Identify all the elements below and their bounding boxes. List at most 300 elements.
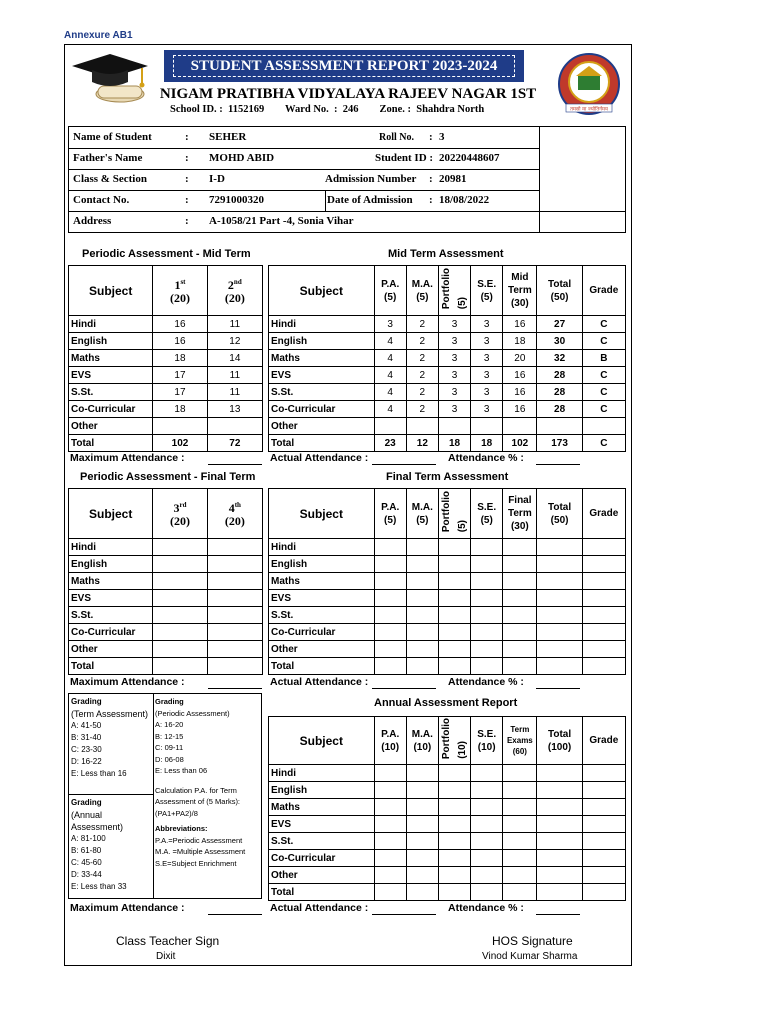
empty-cell bbox=[471, 641, 503, 658]
grade-header: Grade bbox=[582, 489, 625, 539]
empty-cell bbox=[207, 539, 262, 556]
term-header: Final Term (30) bbox=[503, 489, 537, 539]
empty-cell bbox=[503, 850, 537, 867]
legend-line: B: 12-15 bbox=[155, 731, 184, 741]
subject-header: Subject bbox=[269, 489, 375, 539]
subject-cell: English bbox=[69, 556, 153, 573]
class-teacher-name: Dixit bbox=[156, 951, 176, 962]
table-row bbox=[69, 350, 263, 367]
empty-cell bbox=[537, 573, 582, 590]
score-cell: 102 bbox=[153, 435, 207, 452]
subject-cell: Co-Curricular bbox=[269, 850, 375, 867]
empty-cell bbox=[582, 556, 625, 573]
subject-cell: S.St. bbox=[269, 384, 375, 401]
roll-label: Roll No. bbox=[379, 132, 414, 143]
score-cell: 11 bbox=[207, 384, 262, 401]
class-section: I-D bbox=[209, 173, 225, 185]
legend-line: C: 45-60 bbox=[71, 858, 102, 867]
empty-cell bbox=[537, 658, 582, 675]
subject-cell: S.St. bbox=[269, 607, 375, 624]
subject-cell: Other bbox=[69, 641, 153, 658]
table-row bbox=[269, 367, 626, 384]
term-cell bbox=[503, 418, 537, 435]
legend-line: M.A. =Multiple Assessment bbox=[155, 847, 246, 856]
empty-cell bbox=[503, 624, 537, 641]
empty-cell bbox=[537, 641, 582, 658]
empty-cell bbox=[471, 884, 503, 901]
table-row bbox=[269, 333, 626, 350]
empty-cell bbox=[153, 607, 207, 624]
student-name: SEHER bbox=[209, 131, 247, 143]
pa-cell bbox=[374, 418, 406, 435]
empty-cell bbox=[406, 884, 438, 901]
hos-name: Vinod Kumar Sharma bbox=[482, 951, 578, 962]
legend-line: C: 09-11 bbox=[155, 743, 184, 752]
empty-cell bbox=[582, 607, 625, 624]
empty-cell bbox=[438, 573, 470, 590]
pa-cell: 4 bbox=[374, 384, 406, 401]
empty-cell bbox=[438, 850, 470, 867]
table-row bbox=[269, 799, 626, 816]
empty-cell bbox=[153, 556, 207, 573]
legend-line: S.E=Subject Enrichment bbox=[155, 858, 237, 868]
table-row bbox=[69, 641, 263, 658]
pa-header: P.A. (5) bbox=[374, 266, 406, 316]
periodic-final-title: Periodic Assessment - Final Term bbox=[80, 471, 256, 483]
empty-cell bbox=[374, 590, 406, 607]
subject-cell: Other bbox=[269, 641, 375, 658]
empty-cell bbox=[582, 573, 625, 590]
subject-cell: Hindi bbox=[69, 316, 153, 333]
grade-cell: C bbox=[582, 401, 625, 418]
graduation-cap-icon bbox=[68, 50, 152, 104]
total-header: Total (50) bbox=[537, 489, 582, 539]
max-attendance-label-annual: Maximum Attendance : bbox=[70, 902, 185, 914]
table-row bbox=[269, 418, 626, 435]
score-cell: 16 bbox=[153, 316, 207, 333]
term-cell: 16 bbox=[503, 367, 537, 384]
se-cell: 3 bbox=[471, 350, 503, 367]
empty-cell bbox=[438, 833, 470, 850]
empty-cell bbox=[406, 607, 438, 624]
empty-cell bbox=[374, 867, 406, 884]
pa-cell: 4 bbox=[374, 350, 406, 367]
subject-cell: Co-Curricular bbox=[269, 401, 375, 418]
empty-cell bbox=[537, 850, 582, 867]
legend-line: E: Less than 16 bbox=[71, 769, 127, 778]
empty-cell bbox=[537, 884, 582, 901]
se-cell: 3 bbox=[471, 367, 503, 384]
table-row bbox=[69, 384, 263, 401]
pa-cell: 23 bbox=[374, 435, 406, 452]
legend-line: B: 61-80 bbox=[71, 846, 102, 855]
empty-cell bbox=[503, 799, 537, 816]
grade-cell: C bbox=[582, 384, 625, 401]
score-cell: 17 bbox=[153, 384, 207, 401]
annual-table bbox=[268, 716, 626, 901]
empty-cell bbox=[503, 782, 537, 799]
term-grading-title: Grading bbox=[71, 697, 102, 706]
empty-cell bbox=[374, 658, 406, 675]
empty-cell bbox=[537, 799, 582, 816]
score-cell: 11 bbox=[207, 367, 262, 384]
table-row bbox=[269, 350, 626, 367]
pa2-header: 2nd (20) bbox=[207, 266, 262, 316]
table-row bbox=[69, 658, 263, 675]
abbreviations-title: Abbreviations: bbox=[155, 824, 208, 833]
ma-cell: 2 bbox=[406, 401, 438, 418]
empty-cell bbox=[537, 607, 582, 624]
empty-cell bbox=[503, 816, 537, 833]
empty-cell bbox=[438, 624, 470, 641]
class-teacher-sign-label: Class Teacher Sign bbox=[116, 934, 220, 948]
grade-cell: C bbox=[582, 333, 625, 350]
subject-cell: Total bbox=[69, 658, 153, 675]
report-title: STUDENT ASSESSMENT REPORT 2023-2024 bbox=[173, 55, 515, 77]
ma-header: M.A. (10) bbox=[406, 717, 438, 765]
pf-cell: 3 bbox=[438, 367, 470, 384]
father-name: MOHD ABID bbox=[209, 152, 275, 164]
address: A-1058/21 Part -4, Sonia Vihar bbox=[209, 215, 354, 227]
empty-cell bbox=[438, 816, 470, 833]
subject-cell: English bbox=[269, 782, 375, 799]
table-row bbox=[69, 590, 263, 607]
term-cell: 102 bbox=[503, 435, 537, 452]
empty-cell bbox=[406, 556, 438, 573]
admission-date-label: Date of Admission bbox=[327, 194, 413, 206]
score-cell bbox=[153, 418, 207, 435]
subject-header: Subject bbox=[69, 489, 153, 539]
empty-cell bbox=[153, 573, 207, 590]
table-row bbox=[269, 765, 626, 782]
admission-number: 20981 bbox=[439, 173, 467, 185]
table-row bbox=[69, 367, 263, 384]
portfolio-header: Portfolio (5) bbox=[438, 489, 470, 539]
subject-cell: English bbox=[269, 333, 375, 350]
table-row bbox=[269, 850, 626, 867]
empty-cell bbox=[582, 658, 625, 675]
actual-attendance-label-annual: Actual Attendance : bbox=[270, 902, 369, 914]
final-term-title: Final Term Assessment bbox=[386, 471, 509, 483]
annual-grading-title: Grading bbox=[71, 798, 102, 807]
empty-cell bbox=[582, 782, 625, 799]
empty-cell bbox=[374, 884, 406, 901]
empty-cell bbox=[374, 816, 406, 833]
table-row bbox=[69, 401, 263, 418]
max-attendance-label-final: Maximum Attendance : bbox=[70, 676, 185, 688]
attendance-pct-label-mid: Attendance % : bbox=[448, 452, 524, 464]
empty-cell bbox=[537, 624, 582, 641]
empty-cell bbox=[471, 765, 503, 782]
class-label: Class & Section bbox=[73, 173, 147, 185]
subject-cell: Co-Curricular bbox=[69, 624, 153, 641]
grade-cell: C bbox=[582, 435, 625, 452]
attendance-pct-label-final: Attendance % : bbox=[448, 676, 524, 688]
score-cell: 18 bbox=[153, 401, 207, 418]
empty-cell bbox=[374, 641, 406, 658]
empty-cell bbox=[153, 539, 207, 556]
empty-cell bbox=[153, 641, 207, 658]
subject-header: Subject bbox=[69, 266, 153, 316]
empty-cell bbox=[438, 641, 470, 658]
empty-cell bbox=[406, 765, 438, 782]
empty-cell bbox=[582, 816, 625, 833]
grade-cell bbox=[582, 418, 625, 435]
legend-line: Calculation P.A. for Term bbox=[155, 785, 237, 795]
empty-cell bbox=[582, 641, 625, 658]
pa1-header: 1st (20) bbox=[153, 266, 207, 316]
portfolio-header: Portfolio (5) bbox=[438, 266, 470, 316]
empty-cell bbox=[153, 658, 207, 675]
total-cell: 28 bbox=[537, 367, 582, 384]
empty-cell bbox=[537, 867, 582, 884]
empty-cell bbox=[503, 556, 537, 573]
pf-cell: 3 bbox=[438, 401, 470, 418]
subject-cell: EVS bbox=[69, 367, 153, 384]
subject-cell: Total bbox=[269, 884, 375, 901]
empty-cell bbox=[207, 658, 262, 675]
empty-cell bbox=[406, 799, 438, 816]
score-cell: 13 bbox=[207, 401, 262, 418]
empty-cell bbox=[471, 850, 503, 867]
portfolio-header: Portfolio (10) bbox=[438, 717, 470, 765]
empty-cell bbox=[503, 765, 537, 782]
empty-cell bbox=[503, 833, 537, 850]
subject-cell: S.St. bbox=[269, 833, 375, 850]
mid-term-title: Mid Term Assessment bbox=[388, 248, 504, 260]
subject-cell: Hindi bbox=[269, 765, 375, 782]
table-row bbox=[69, 624, 263, 641]
empty-cell bbox=[438, 607, 470, 624]
empty-cell bbox=[207, 641, 262, 658]
pf-cell: 3 bbox=[438, 316, 470, 333]
empty-cell bbox=[374, 799, 406, 816]
total-cell: 27 bbox=[537, 316, 582, 333]
hos-sign-label: HOS Signature bbox=[492, 934, 573, 948]
empty-cell bbox=[471, 607, 503, 624]
subject-cell: EVS bbox=[69, 590, 153, 607]
se-header: S.E. (5) bbox=[471, 489, 503, 539]
subject-cell: Co-Curricular bbox=[69, 401, 153, 418]
empty-cell bbox=[471, 539, 503, 556]
empty-cell bbox=[471, 658, 503, 675]
legend-line: E: Less than 06 bbox=[155, 766, 208, 775]
ma-cell bbox=[406, 418, 438, 435]
table-row bbox=[69, 573, 263, 590]
pa-cell: 4 bbox=[374, 401, 406, 418]
legend-line: (PA1+PA2)/8 bbox=[155, 808, 198, 818]
total-header: Total (50) bbox=[537, 266, 582, 316]
table-row bbox=[269, 867, 626, 884]
empty-cell bbox=[503, 867, 537, 884]
empty-cell bbox=[582, 850, 625, 867]
roll-number: 3 bbox=[439, 131, 445, 143]
subject-cell: S.St. bbox=[69, 384, 153, 401]
empty-cell bbox=[438, 867, 470, 884]
subject-cell: EVS bbox=[269, 590, 375, 607]
subject-cell: Maths bbox=[269, 573, 375, 590]
subject-cell: Maths bbox=[269, 799, 375, 816]
table-row bbox=[269, 833, 626, 850]
subject-cell: Hindi bbox=[69, 539, 153, 556]
term-cell: 16 bbox=[503, 401, 537, 418]
table-row bbox=[269, 316, 626, 333]
score-cell: 18 bbox=[153, 350, 207, 367]
empty-cell bbox=[153, 624, 207, 641]
emblem-motto: तमसो मा ज्योतिर्गमय bbox=[570, 106, 608, 113]
subject-cell: Total bbox=[269, 435, 375, 452]
pf-cell: 3 bbox=[438, 333, 470, 350]
final-term-table bbox=[268, 488, 626, 675]
empty-cell bbox=[406, 850, 438, 867]
subject-cell: Maths bbox=[69, 350, 153, 367]
legend-line: A: 16-20 bbox=[155, 720, 184, 729]
total-header: Total (100) bbox=[537, 717, 582, 765]
name-label: Name of Student bbox=[73, 131, 152, 143]
total-cell: 30 bbox=[537, 333, 582, 350]
subject-cell: Maths bbox=[69, 573, 153, 590]
empty-cell bbox=[537, 816, 582, 833]
score-cell: 14 bbox=[207, 350, 262, 367]
table-row bbox=[69, 556, 263, 573]
pf-cell: 18 bbox=[438, 435, 470, 452]
empty-cell bbox=[207, 573, 262, 590]
subject-cell: S.St. bbox=[69, 607, 153, 624]
actual-attendance-label-final: Actual Attendance : bbox=[270, 676, 369, 688]
table-row bbox=[69, 539, 263, 556]
empty-cell bbox=[471, 799, 503, 816]
empty-cell bbox=[503, 573, 537, 590]
pa-header: P.A. (5) bbox=[374, 489, 406, 539]
subject-cell: English bbox=[269, 556, 375, 573]
subject-header: Subject bbox=[269, 717, 375, 765]
empty-cell bbox=[471, 556, 503, 573]
subject-cell: EVS bbox=[269, 367, 375, 384]
pa-cell: 4 bbox=[374, 367, 406, 384]
empty-cell bbox=[438, 765, 470, 782]
table-row bbox=[269, 607, 626, 624]
empty-cell bbox=[374, 607, 406, 624]
subject-cell: Total bbox=[269, 658, 375, 675]
pa4-header: 4th (20) bbox=[207, 489, 262, 539]
empty-cell bbox=[438, 782, 470, 799]
se-cell: 3 bbox=[471, 401, 503, 418]
legend-line: A: 81-100 bbox=[71, 834, 106, 843]
report-title-box bbox=[164, 50, 524, 82]
total-cell: 28 bbox=[537, 384, 582, 401]
empty-cell bbox=[374, 782, 406, 799]
se-cell: 3 bbox=[471, 384, 503, 401]
score-cell: 72 bbox=[207, 435, 262, 452]
empty-cell bbox=[207, 624, 262, 641]
periodic-mid-table bbox=[68, 265, 263, 452]
empty-cell bbox=[406, 539, 438, 556]
annexure-label: Annexure AB1 bbox=[64, 30, 133, 41]
legend-line: D: 16-22 bbox=[71, 757, 102, 766]
subject-cell: Other bbox=[269, 867, 375, 884]
total-cell: 173 bbox=[537, 435, 582, 452]
empty-cell bbox=[582, 867, 625, 884]
term-cell: 16 bbox=[503, 384, 537, 401]
term-cell: 20 bbox=[503, 350, 537, 367]
empty-cell bbox=[406, 816, 438, 833]
empty-cell bbox=[503, 884, 537, 901]
admission-date: 18/08/2022 bbox=[439, 194, 490, 206]
total-cell: 32 bbox=[537, 350, 582, 367]
empty-cell bbox=[153, 590, 207, 607]
pa-header: P.A. (10) bbox=[374, 717, 406, 765]
term-header: Mid Term (30) bbox=[503, 266, 537, 316]
ma-cell: 12 bbox=[406, 435, 438, 452]
total-cell: 28 bbox=[537, 401, 582, 418]
annual-grading-sub1: (Annual bbox=[71, 810, 103, 820]
empty-cell bbox=[537, 833, 582, 850]
se-cell: 18 bbox=[471, 435, 503, 452]
ma-cell: 2 bbox=[406, 350, 438, 367]
table-row bbox=[269, 884, 626, 901]
empty-cell bbox=[406, 833, 438, 850]
subject-cell: Total bbox=[69, 435, 153, 452]
empty-cell bbox=[503, 641, 537, 658]
empty-cell bbox=[471, 867, 503, 884]
attendance-pct-label-annual: Attendance % : bbox=[448, 902, 524, 914]
pa-cell: 4 bbox=[374, 333, 406, 350]
empty-cell bbox=[374, 765, 406, 782]
pa-grading-title: Grading bbox=[155, 697, 184, 706]
score-cell: 11 bbox=[207, 316, 262, 333]
legend-line: A: 41-50 bbox=[71, 721, 102, 730]
table-row bbox=[269, 401, 626, 418]
periodic-mid-title: Periodic Assessment - Mid Term bbox=[82, 248, 251, 260]
subject-cell: English bbox=[69, 333, 153, 350]
empty-cell bbox=[471, 624, 503, 641]
empty-cell bbox=[503, 590, 537, 607]
se-cell bbox=[471, 418, 503, 435]
table-row bbox=[269, 590, 626, 607]
pf-cell: 3 bbox=[438, 350, 470, 367]
contact-label: Contact No. bbox=[73, 194, 130, 206]
pa3-header: 3rd (20) bbox=[153, 489, 207, 539]
subject-header: Subject bbox=[269, 266, 375, 316]
table-row bbox=[269, 658, 626, 675]
legend-line: B: 31-40 bbox=[71, 733, 102, 742]
empty-cell bbox=[582, 884, 625, 901]
empty-cell bbox=[582, 590, 625, 607]
ma-cell: 2 bbox=[406, 384, 438, 401]
student-info-box: Name of Student : SEHER Roll No. : 3 Father's Name : MOHD ABID Student ID : 20220448607 Class & Section : I-D Admission Number : 20981 Contact No. : 7291000320 Date of Admission : 18/08/2022 Address : A-1058/21 Part -4, Sonia Vihar bbox=[68, 126, 626, 233]
grade-cell: C bbox=[582, 367, 625, 384]
empty-cell bbox=[582, 539, 625, 556]
table-row bbox=[69, 435, 263, 452]
empty-cell bbox=[374, 624, 406, 641]
score-cell bbox=[207, 418, 262, 435]
empty-cell bbox=[207, 607, 262, 624]
admission-number-label: Admission Number bbox=[325, 173, 417, 185]
table-row bbox=[69, 418, 263, 435]
school-emblem-icon bbox=[556, 50, 622, 120]
table-row bbox=[269, 435, 626, 452]
empty-cell bbox=[374, 556, 406, 573]
empty-cell bbox=[503, 607, 537, 624]
subject-cell: Other bbox=[69, 418, 153, 435]
table-row bbox=[269, 782, 626, 799]
empty-cell bbox=[537, 782, 582, 799]
empty-cell bbox=[406, 624, 438, 641]
empty-cell bbox=[406, 782, 438, 799]
grade-header: Grade bbox=[582, 717, 625, 765]
table-row bbox=[269, 573, 626, 590]
se-header: S.E. (5) bbox=[471, 266, 503, 316]
